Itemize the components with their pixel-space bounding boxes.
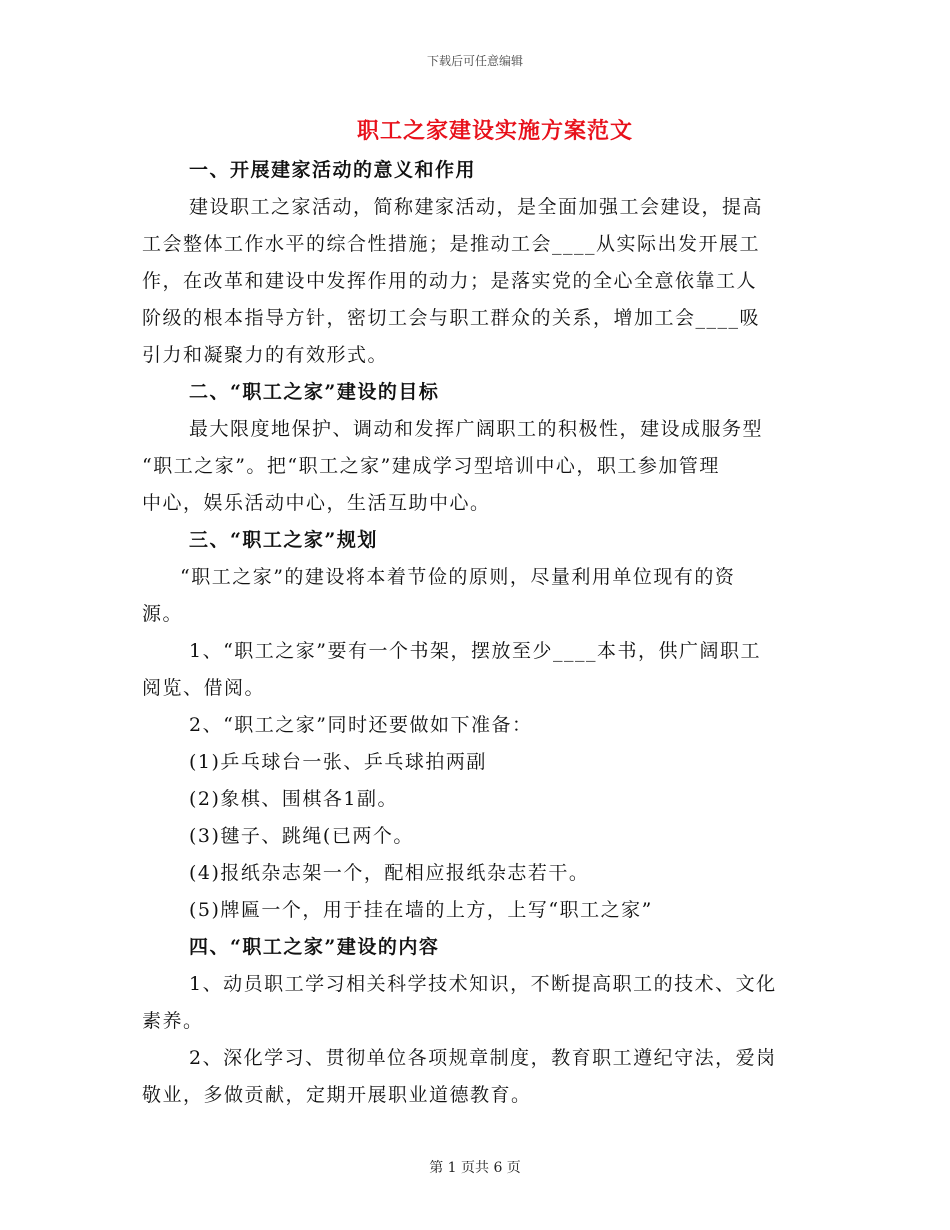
paragraph-line: 工会整体工作水平的综合性措施；是推动工会____从实际出发开展工 [142, 233, 761, 255]
document-title: 职工之家建设实施方案范文 [356, 118, 633, 144]
sub-list-item: (2)象棋、围棋各1副。 [189, 788, 399, 810]
sub-list-item: (1)乒乓球台一张、乒乓球拍两副 [189, 751, 487, 773]
section-3-heading: 三、“职工之家”规划 [189, 529, 378, 551]
paragraph-line: 阶级的根本指导方针，密切工会与职工群众的关系，增加工会____吸 [142, 307, 761, 329]
paragraph-line: 引力和凝聚力的有效形式。 [142, 344, 389, 366]
list-item: 1、动员职工学习相关科学技术知识，不断提高职工的技术、文化 [189, 973, 777, 995]
paragraph-line: 作，在改革和建设中发挥作用的动力；是落实党的全心全意依靠工人 [142, 270, 758, 292]
paragraph-line: “职工之家”的建设将本着节俭的原则，尽量利用单位现有的资 [180, 566, 736, 588]
paragraph-line: “职工之家”。把“职工之家”建成学习型培训中心，职工参加管理 [142, 455, 720, 477]
document-body [142, 152, 812, 1114]
section-1-heading: 一、开展建家活动的意义和作用 [189, 159, 477, 181]
list-item: 2、深化学习、贯彻单位各项规章制度，教育职工遵纪守法，爱岗 [189, 1047, 777, 1069]
paragraph-line: 源。 [142, 603, 184, 625]
section-4-heading: 四、“职工之家”建设的内容 [189, 936, 440, 958]
paragraph-line: 中心，娱乐活动中心，生活互助中心。 [142, 492, 491, 514]
list-item-continuation: 素养。 [142, 1010, 204, 1032]
list-item-continuation: 敬业，多做贡献，定期开展职业道德教育。 [142, 1084, 532, 1106]
sub-list-item: (3)毽子、跳绳(已两个。 [189, 825, 414, 847]
sub-list-item: (5)牌匾一个，用于挂在墙的上方，上写“职工之家” [189, 899, 653, 921]
list-item: 2、“职工之家”同时还要做如下准备： [189, 714, 533, 736]
page-header-note: 下载后可任意编辑 [426, 54, 523, 68]
page-footer: 第 1 页共 6 页 [429, 1160, 521, 1176]
paragraph-line: 建设职工之家活动，简称建家活动，是全面加强工会建设，提高 [189, 196, 764, 218]
list-item: 1、“职工之家”要有一个书架，摆放至少____本书，供广阔职工 [189, 640, 762, 662]
sub-list-item: (4)报纸杂志架一个，配相应报纸杂志若干。 [189, 862, 590, 884]
paragraph-line: 最大限度地保护、调动和发挥广阔职工的积极性，建设成服务型 [189, 418, 764, 440]
list-item-continuation: 阅览、借阅。 [142, 677, 266, 699]
section-2-heading: 二、“职工之家”建设的目标 [189, 381, 440, 403]
